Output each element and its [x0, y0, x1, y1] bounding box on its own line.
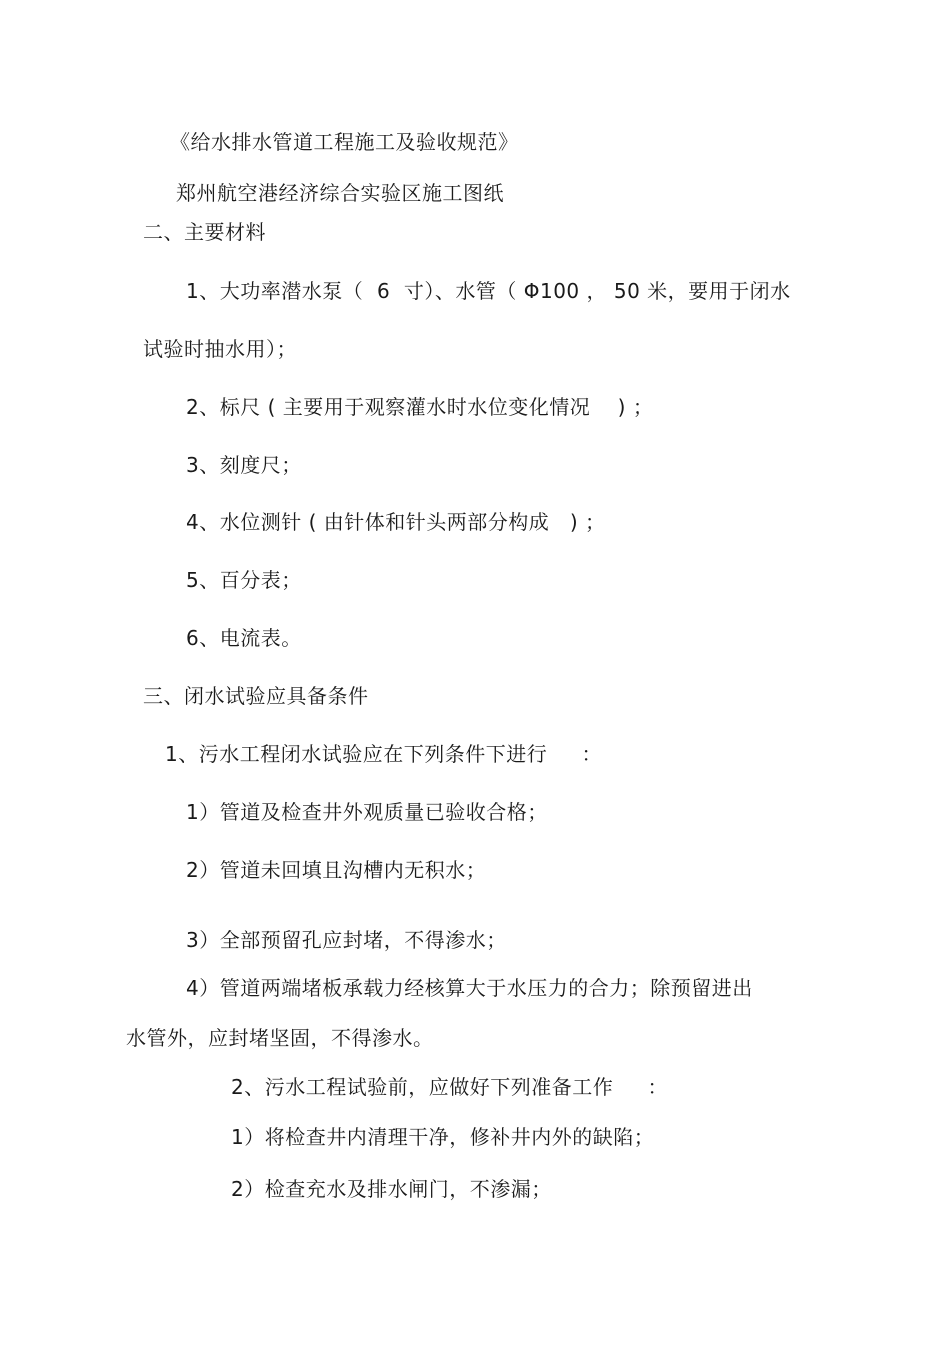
- material-item-2: 2、标尺 ( 主要用于观察灌水时水位变化情况 ) ；: [186, 395, 654, 419]
- material-item-1-continued: 试验时抽水用）；: [143, 337, 297, 361]
- condition-sub-item-4-continued: 水管外，应封堵坚固，不得渗水。: [126, 1026, 434, 1050]
- preparation-sub-item-1: 1）将检查井内清理干净，修补井内外的缺陷；: [231, 1125, 655, 1149]
- condition-sub-item-4: 4）管道两端堵板承载力经核算大于水压力的合力；除预留进出: [186, 976, 753, 1000]
- material-item-4: 4、水位测针 ( 由针体和针头两部分构成 ) ；: [186, 510, 606, 534]
- section-heading-conditions: 三、闭水试验应具备条件: [143, 684, 369, 708]
- condition-item-2: 2、污水工程试验前，应做好下列准备工作 ：: [231, 1075, 669, 1099]
- reference-standard: 《给水排水管道工程施工及验收规范》: [170, 130, 519, 154]
- section-heading-materials: 二、主要材料: [143, 220, 266, 244]
- material-item-3: 3、刻度尺；: [186, 453, 302, 477]
- material-item-1: 1、大功率潜水泵（ 6 寸）、水管（ Φ100 ， 50 米，要用于闭水: [186, 279, 791, 303]
- material-item-5: 5、百分表；: [186, 568, 302, 592]
- material-item-6: 6、电流表。: [186, 626, 302, 650]
- condition-item-1: 1、污水工程闭水试验应在下列条件下进行 ：: [165, 742, 603, 766]
- reference-drawings: 郑州航空港经济综合实验区施工图纸: [176, 181, 504, 205]
- condition-sub-item-1: 1）管道及检查井外观质量已验收合格；: [186, 800, 548, 824]
- condition-sub-item-3: 3）全部预留孔应封堵，不得渗水；: [186, 928, 507, 952]
- condition-sub-item-2: 2）管道未回填且沟槽内无积水；: [186, 858, 487, 882]
- preparation-sub-item-2: 2）检查充水及排水闸门，不渗漏；: [231, 1177, 552, 1201]
